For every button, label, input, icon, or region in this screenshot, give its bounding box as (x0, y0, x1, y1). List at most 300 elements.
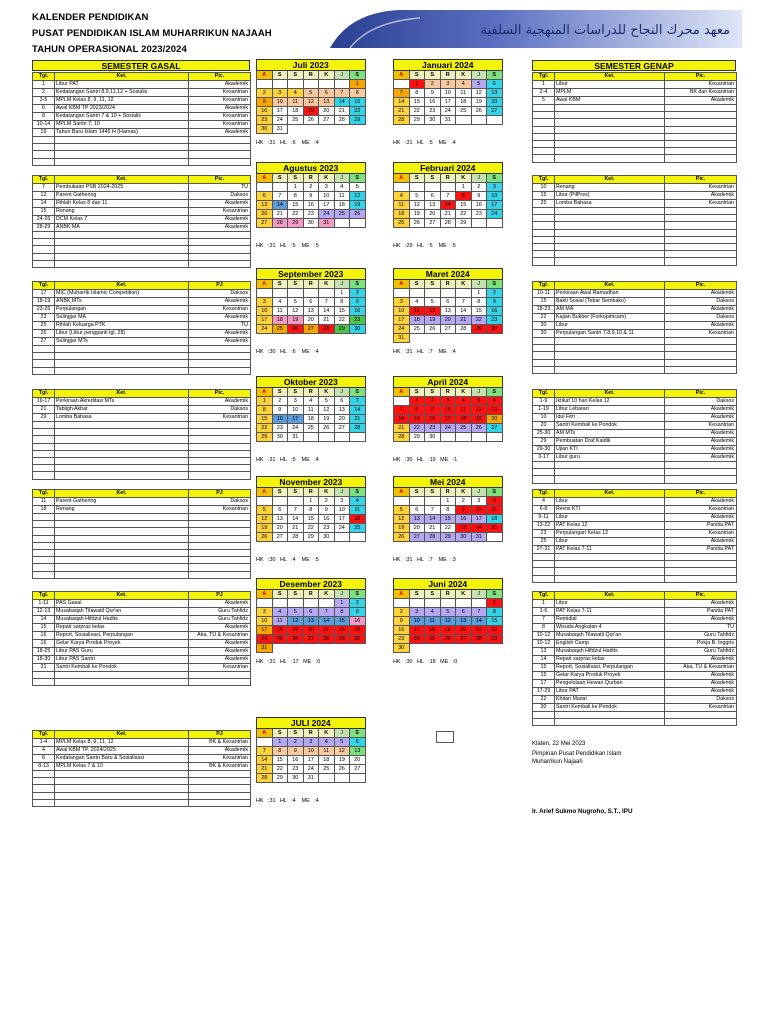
day-cell[interactable]: 17 (288, 415, 304, 424)
day-cell[interactable]: 27 (440, 325, 456, 334)
day-cell[interactable]: 4 (303, 397, 319, 406)
day-cell[interactable]: 5 (288, 608, 304, 617)
day-cell[interactable]: 26 (334, 765, 350, 774)
day-cell[interactable]: 6 (487, 80, 503, 89)
day-cell[interactable] (257, 738, 273, 747)
day-cell[interactable]: 6 (425, 192, 441, 201)
day-cell[interactable]: 13 (487, 89, 503, 98)
day-cell[interactable] (394, 289, 410, 298)
day-cell[interactable]: 7 (425, 506, 441, 515)
day-cell[interactable]: 5 (471, 80, 487, 89)
day-cell[interactable]: 9 (394, 617, 410, 626)
day-cell[interactable]: 4 (425, 608, 441, 617)
day-cell[interactable]: 6 (303, 298, 319, 307)
day-cell[interactable]: 3 (257, 298, 273, 307)
day-cell[interactable] (456, 433, 472, 442)
day-cell[interactable]: 2 (425, 397, 441, 406)
day-cell[interactable]: 12 (257, 515, 273, 524)
day-cell[interactable]: 10 (394, 307, 410, 316)
day-cell[interactable] (409, 599, 425, 608)
day-cell[interactable]: 7 (456, 298, 472, 307)
day-cell[interactable]: 2 (350, 599, 366, 608)
day-cell[interactable]: 19 (425, 316, 441, 325)
day-cell[interactable]: 22 (440, 524, 456, 533)
day-cell[interactable] (394, 80, 410, 89)
day-cell[interactable]: 22 (456, 210, 472, 219)
day-cell[interactable]: 12 (394, 515, 410, 524)
day-cell[interactable] (440, 183, 456, 192)
day-cell[interactable]: 28 (456, 325, 472, 334)
day-cell[interactable]: 11 (350, 506, 366, 515)
day-cell[interactable]: 19 (334, 756, 350, 765)
day-cell[interactable]: 23 (319, 524, 335, 533)
day-cell[interactable]: 31 (288, 433, 304, 442)
day-cell[interactable]: 20 (440, 316, 456, 325)
day-cell[interactable]: 17 (319, 201, 335, 210)
day-cell[interactable]: 24 (394, 325, 410, 334)
day-cell[interactable]: 19 (440, 626, 456, 635)
day-cell[interactable]: 4 (319, 738, 335, 747)
day-cell[interactable]: 26 (288, 635, 304, 644)
day-cell[interactable]: 27 (487, 107, 503, 116)
day-cell[interactable]: 8 (409, 406, 425, 415)
day-cell[interactable]: 28 (425, 533, 441, 542)
day-cell[interactable]: 5 (334, 738, 350, 747)
day-cell[interactable]: 6 (350, 738, 366, 747)
day-cell[interactable]: 30 (456, 533, 472, 542)
day-cell[interactable]: 15 (487, 617, 503, 626)
day-cell[interactable]: 27 (425, 219, 441, 228)
day-cell[interactable]: 2 (425, 80, 441, 89)
day-cell[interactable] (272, 183, 288, 192)
day-cell[interactable]: 13 (319, 98, 335, 107)
day-cell[interactable]: 11 (425, 617, 441, 626)
day-cell[interactable]: 11 (288, 98, 304, 107)
day-cell[interactable]: 25 (487, 524, 503, 533)
day-cell[interactable]: 10 (257, 307, 273, 316)
day-cell[interactable]: 4 (288, 89, 304, 98)
day-cell[interactable]: 26 (471, 424, 487, 433)
day-cell[interactable]: 14 (272, 201, 288, 210)
day-cell[interactable]: 8 (409, 89, 425, 98)
day-cell[interactable]: 30 (272, 433, 288, 442)
day-cell[interactable]: 23 (350, 316, 366, 325)
day-cell[interactable]: 2 (350, 289, 366, 298)
day-cell[interactable]: 19 (350, 201, 366, 210)
day-cell[interactable]: 9 (456, 506, 472, 515)
day-cell[interactable]: 23 (425, 424, 441, 433)
day-cell[interactable]: 21 (288, 524, 304, 533)
day-cell[interactable]: 22 (409, 424, 425, 433)
day-cell[interactable]: 12 (425, 307, 441, 316)
day-cell[interactable]: 5 (425, 298, 441, 307)
day-cell[interactable]: 15 (456, 201, 472, 210)
day-cell[interactable]: 1 (288, 183, 304, 192)
day-cell[interactable]: 2 (456, 497, 472, 506)
day-cell[interactable]: 29 (288, 219, 304, 228)
day-cell[interactable]: 24 (409, 635, 425, 644)
day-cell[interactable] (394, 183, 410, 192)
day-cell[interactable] (350, 219, 366, 228)
day-cell[interactable]: 25 (319, 765, 335, 774)
day-cell[interactable] (319, 289, 335, 298)
day-cell[interactable]: 5 (350, 183, 366, 192)
day-cell[interactable]: 28 (319, 325, 335, 334)
day-cell[interactable]: 12 (440, 617, 456, 626)
day-cell[interactable]: 30 (288, 774, 304, 783)
day-cell[interactable]: 26 (303, 116, 319, 125)
day-cell[interactable]: 21 (272, 210, 288, 219)
day-cell[interactable]: 1 (334, 289, 350, 298)
day-cell[interactable]: 20 (303, 626, 319, 635)
day-cell[interactable] (303, 80, 319, 89)
day-cell[interactable]: 29 (487, 635, 503, 644)
day-cell[interactable]: 5 (394, 506, 410, 515)
day-cell[interactable]: 10 (303, 747, 319, 756)
day-cell[interactable]: 11 (272, 617, 288, 626)
day-cell[interactable]: 31 (319, 219, 335, 228)
day-cell[interactable]: 28 (471, 635, 487, 644)
day-cell[interactable]: 1 (409, 397, 425, 406)
day-cell[interactable]: 6 (319, 89, 335, 98)
day-cell[interactable] (394, 599, 410, 608)
day-cell[interactable]: 8 (334, 298, 350, 307)
day-cell[interactable] (334, 433, 350, 442)
day-cell[interactable]: 25 (272, 325, 288, 334)
day-cell[interactable]: 10 (471, 506, 487, 515)
day-cell[interactable]: 13 (272, 515, 288, 524)
day-cell[interactable]: 30 (303, 219, 319, 228)
day-cell[interactable]: 25 (303, 424, 319, 433)
day-cell[interactable]: 17 (487, 201, 503, 210)
day-cell[interactable]: 19 (288, 316, 304, 325)
day-cell[interactable] (334, 219, 350, 228)
day-cell[interactable]: 24 (319, 210, 335, 219)
day-cell[interactable]: 7 (319, 608, 335, 617)
day-cell[interactable]: 24 (288, 424, 304, 433)
day-cell[interactable] (319, 599, 335, 608)
day-cell[interactable]: 22 (288, 210, 304, 219)
day-cell[interactable]: 30 (425, 116, 441, 125)
day-cell[interactable]: 19 (471, 415, 487, 424)
day-cell[interactable]: 12 (409, 201, 425, 210)
day-cell[interactable]: 3 (409, 608, 425, 617)
day-cell[interactable] (319, 80, 335, 89)
day-cell[interactable]: 30 (487, 325, 503, 334)
day-cell[interactable]: 20 (319, 107, 335, 116)
day-cell[interactable]: 20 (425, 210, 441, 219)
day-cell[interactable] (471, 599, 487, 608)
day-cell[interactable]: 2 (394, 608, 410, 617)
day-cell[interactable]: 15 (257, 415, 273, 424)
day-cell[interactable]: 24 (257, 635, 273, 644)
day-cell[interactable]: 23 (288, 765, 304, 774)
day-cell[interactable]: 12 (319, 406, 335, 415)
day-cell[interactable]: 22 (471, 316, 487, 325)
day-cell[interactable]: 20 (456, 626, 472, 635)
day-cell[interactable]: 26 (288, 325, 304, 334)
day-cell[interactable]: 10 (272, 98, 288, 107)
day-cell[interactable]: 30 (257, 125, 273, 134)
day-cell[interactable]: 1 (456, 183, 472, 192)
day-cell[interactable]: 23 (425, 107, 441, 116)
day-cell[interactable]: 17 (334, 515, 350, 524)
day-cell[interactable]: 17 (440, 415, 456, 424)
day-cell[interactable]: 18 (303, 415, 319, 424)
day-cell[interactable]: 22 (350, 107, 366, 116)
day-cell[interactable]: 19 (288, 626, 304, 635)
day-cell[interactable]: 15 (350, 98, 366, 107)
day-cell[interactable]: 23 (456, 524, 472, 533)
day-cell[interactable]: 8 (257, 406, 273, 415)
day-cell[interactable]: 20 (487, 98, 503, 107)
day-cell[interactable] (425, 183, 441, 192)
day-cell[interactable]: 31 (440, 116, 456, 125)
day-cell[interactable]: 17 (257, 626, 273, 635)
day-cell[interactable]: 3 (334, 497, 350, 506)
day-cell[interactable]: 17 (409, 626, 425, 635)
day-cell[interactable]: 10 (288, 406, 304, 415)
day-cell[interactable]: 7 (319, 298, 335, 307)
day-cell[interactable]: 2 (288, 738, 304, 747)
day-cell[interactable]: 18 (409, 316, 425, 325)
day-cell[interactable] (440, 433, 456, 442)
day-cell[interactable]: 12 (288, 307, 304, 316)
day-cell[interactable]: 21 (257, 765, 273, 774)
day-cell[interactable]: 27 (409, 533, 425, 542)
day-cell[interactable]: 28 (272, 219, 288, 228)
day-cell[interactable]: 10 (409, 617, 425, 626)
day-cell[interactable]: 1 (334, 599, 350, 608)
day-cell[interactable]: 15 (334, 307, 350, 316)
day-cell[interactable]: 19 (303, 107, 319, 116)
day-cell[interactable]: 2 (257, 89, 273, 98)
day-cell[interactable]: 8 (288, 192, 304, 201)
day-cell[interactable]: 26 (440, 635, 456, 644)
day-cell[interactable]: 6 (456, 608, 472, 617)
day-cell[interactable]: 3 (272, 89, 288, 98)
day-cell[interactable]: 19 (471, 98, 487, 107)
day-cell[interactable]: 9 (319, 506, 335, 515)
day-cell[interactable]: 1 (350, 80, 366, 89)
day-cell[interactable]: 29 (350, 116, 366, 125)
day-cell[interactable]: 11 (334, 192, 350, 201)
day-cell[interactable]: 23 (394, 635, 410, 644)
day-cell[interactable]: 21 (319, 626, 335, 635)
day-cell[interactable]: 23 (303, 210, 319, 219)
day-cell[interactable]: 30 (319, 533, 335, 542)
day-cell[interactable]: 14 (394, 98, 410, 107)
day-cell[interactable] (272, 599, 288, 608)
day-cell[interactable]: 3 (288, 397, 304, 406)
day-cell[interactable]: 27 (487, 424, 503, 433)
day-cell[interactable] (394, 497, 410, 506)
day-cell[interactable]: 27 (319, 116, 335, 125)
day-cell[interactable]: 4 (456, 80, 472, 89)
day-cell[interactable]: 14 (440, 201, 456, 210)
day-cell[interactable]: 26 (350, 210, 366, 219)
day-cell[interactable]: 13 (334, 406, 350, 415)
day-cell[interactable]: 12 (288, 617, 304, 626)
day-cell[interactable] (409, 497, 425, 506)
day-cell[interactable] (272, 80, 288, 89)
day-cell[interactable]: 20 (257, 210, 273, 219)
day-cell[interactable]: 18 (394, 210, 410, 219)
day-cell[interactable] (288, 289, 304, 298)
day-cell[interactable]: 20 (303, 316, 319, 325)
day-cell[interactable] (471, 219, 487, 228)
day-cell[interactable]: 4 (350, 497, 366, 506)
day-cell[interactable]: 29 (257, 433, 273, 442)
day-cell[interactable]: 27 (456, 635, 472, 644)
day-cell[interactable]: 9 (487, 298, 503, 307)
day-cell[interactable]: 22 (257, 424, 273, 433)
day-cell[interactable]: 23 (487, 316, 503, 325)
day-cell[interactable]: 29 (409, 116, 425, 125)
day-cell[interactable] (350, 533, 366, 542)
day-cell[interactable]: 7 (272, 192, 288, 201)
day-cell[interactable]: 8 (272, 747, 288, 756)
day-cell[interactable]: 8 (456, 192, 472, 201)
day-cell[interactable]: 14 (350, 406, 366, 415)
day-cell[interactable]: 13 (487, 406, 503, 415)
day-cell[interactable]: 1 (257, 397, 273, 406)
day-cell[interactable]: 6 (487, 397, 503, 406)
day-cell[interactable]: 30 (394, 644, 410, 653)
day-cell[interactable]: 21 (425, 524, 441, 533)
day-cell[interactable]: 10 (440, 406, 456, 415)
day-cell[interactable]: 14 (319, 307, 335, 316)
day-cell[interactable]: 4 (272, 298, 288, 307)
day-cell[interactable]: 21 (456, 316, 472, 325)
day-cell[interactable]: 27 (257, 219, 273, 228)
day-cell[interactable]: 16 (456, 515, 472, 524)
day-cell[interactable]: 18 (334, 201, 350, 210)
day-cell[interactable]: 12 (334, 747, 350, 756)
day-cell[interactable]: 5 (409, 192, 425, 201)
day-cell[interactable] (319, 433, 335, 442)
day-cell[interactable]: 18 (272, 626, 288, 635)
day-cell[interactable]: 3 (440, 80, 456, 89)
day-cell[interactable]: 15 (288, 201, 304, 210)
day-cell[interactable]: 9 (257, 98, 273, 107)
day-cell[interactable]: 28 (334, 116, 350, 125)
day-cell[interactable] (487, 116, 503, 125)
day-cell[interactable]: 27 (303, 635, 319, 644)
day-cell[interactable]: 21 (350, 415, 366, 424)
day-cell[interactable]: 24 (334, 524, 350, 533)
day-cell[interactable]: 27 (334, 424, 350, 433)
day-cell[interactable]: 12 (350, 192, 366, 201)
day-cell[interactable]: 4 (487, 497, 503, 506)
day-cell[interactable]: 16 (257, 107, 273, 116)
day-cell[interactable]: 3 (394, 298, 410, 307)
day-cell[interactable]: 20 (487, 415, 503, 424)
day-cell[interactable]: 26 (425, 325, 441, 334)
day-cell[interactable]: 23 (257, 116, 273, 125)
day-cell[interactable]: 7 (257, 747, 273, 756)
day-cell[interactable]: 15 (272, 756, 288, 765)
day-cell[interactable]: 5 (471, 397, 487, 406)
day-cell[interactable]: 11 (394, 201, 410, 210)
day-cell[interactable]: 7 (394, 89, 410, 98)
day-cell[interactable] (288, 80, 304, 89)
day-cell[interactable]: 2 (272, 397, 288, 406)
day-cell[interactable]: 11 (303, 406, 319, 415)
day-cell[interactable]: 26 (257, 533, 273, 542)
day-cell[interactable]: 8 (471, 298, 487, 307)
day-cell[interactable]: 10 (334, 506, 350, 515)
day-cell[interactable]: 10 (440, 89, 456, 98)
day-cell[interactable]: 8 (487, 608, 503, 617)
day-cell[interactable]: 31 (471, 533, 487, 542)
day-cell[interactable]: 4 (456, 397, 472, 406)
day-cell[interactable]: 21 (471, 626, 487, 635)
day-cell[interactable]: 9 (288, 747, 304, 756)
day-cell[interactable]: 19 (319, 415, 335, 424)
day-cell[interactable]: 25 (350, 524, 366, 533)
day-cell[interactable] (471, 116, 487, 125)
day-cell[interactable]: 8 (303, 506, 319, 515)
day-cell[interactable]: 9 (350, 298, 366, 307)
day-cell[interactable]: 18 (288, 107, 304, 116)
day-cell[interactable] (272, 497, 288, 506)
day-cell[interactable] (487, 219, 503, 228)
day-cell[interactable]: 26 (319, 424, 335, 433)
day-cell[interactable]: 7 (440, 192, 456, 201)
day-cell[interactable]: 9 (272, 406, 288, 415)
day-cell[interactable]: 18 (272, 316, 288, 325)
day-cell[interactable] (334, 80, 350, 89)
day-cell[interactable]: 16 (272, 415, 288, 424)
day-cell[interactable]: 21 (394, 424, 410, 433)
day-cell[interactable]: 22 (334, 316, 350, 325)
day-cell[interactable]: 21 (394, 107, 410, 116)
day-cell[interactable] (257, 599, 273, 608)
day-cell[interactable]: 16 (425, 98, 441, 107)
day-cell[interactable] (350, 433, 366, 442)
day-cell[interactable]: 14 (471, 617, 487, 626)
day-cell[interactable]: 22 (272, 765, 288, 774)
day-cell[interactable]: 19 (257, 524, 273, 533)
day-cell[interactable]: 16 (288, 756, 304, 765)
day-cell[interactable]: 7 (288, 506, 304, 515)
day-cell[interactable] (303, 289, 319, 298)
day-cell[interactable]: 16 (471, 201, 487, 210)
day-cell[interactable]: 23 (350, 626, 366, 635)
day-cell[interactable]: 25 (425, 635, 441, 644)
day-cell[interactable]: 29 (334, 635, 350, 644)
day-cell[interactable]: 30 (425, 433, 441, 442)
day-cell[interactable]: 16 (425, 415, 441, 424)
day-cell[interactable]: 7 (394, 406, 410, 415)
day-cell[interactable]: 3 (471, 497, 487, 506)
day-cell[interactable] (487, 433, 503, 442)
day-cell[interactable]: 14 (257, 756, 273, 765)
day-cell[interactable]: 8 (440, 506, 456, 515)
day-cell[interactable]: 1 (487, 599, 503, 608)
day-cell[interactable]: 27 (272, 533, 288, 542)
day-cell[interactable] (257, 289, 273, 298)
day-cell[interactable]: 26 (394, 533, 410, 542)
day-cell[interactable]: 31 (257, 644, 273, 653)
day-cell[interactable]: 4 (394, 192, 410, 201)
day-cell[interactable]: 13 (440, 307, 456, 316)
day-cell[interactable]: 19 (409, 210, 425, 219)
day-cell[interactable]: 24 (471, 524, 487, 533)
day-cell[interactable]: 29 (409, 433, 425, 442)
day-cell[interactable]: 6 (440, 298, 456, 307)
